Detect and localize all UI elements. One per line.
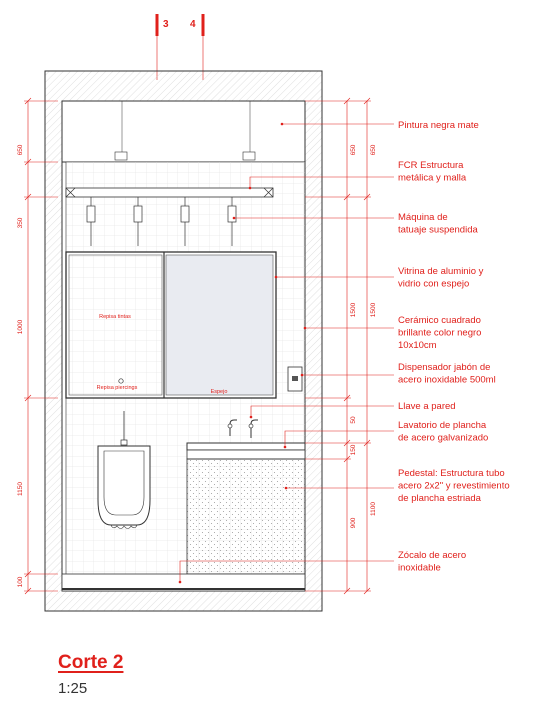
annotation-llave: Llave a pared xyxy=(398,401,456,412)
section-marker-3-label: 3 xyxy=(163,19,169,30)
annotation-ceramico: Cerámico cuadrado brillante color negro 10x10cm xyxy=(398,315,482,351)
dim-right-outer-2: 1500 xyxy=(370,302,377,318)
drawing-title: Corte 2 xyxy=(58,652,124,673)
dim-right-3: 50 xyxy=(350,416,357,424)
dim-right-1: 650 xyxy=(350,144,357,156)
annotation-fcr: FCR Estructura metálica y malla xyxy=(398,160,467,184)
dim-right-outer-3: 1100 xyxy=(370,502,377,516)
annotation-lavatorio: Lavatorio de plancha de acero galvanizado xyxy=(398,420,489,444)
shelf-piercings-label: Repisa piercings xyxy=(96,385,138,391)
right-dimension-labels xyxy=(350,144,377,528)
dim-right-outer-1: 650 xyxy=(370,144,377,156)
section-marker-4 xyxy=(190,14,205,80)
dim-right-2: 1500 xyxy=(350,302,357,318)
dim-right-5: 900 xyxy=(350,517,357,529)
ceiling-light-right xyxy=(243,152,255,160)
display-cabinet xyxy=(66,252,276,398)
left-dimension-labels xyxy=(17,144,24,587)
annotation-dispensador: Dispensador jabón de acero inoxidable 500ml xyxy=(398,362,496,386)
shelf-inks-label: Repisa tintas xyxy=(99,314,131,320)
section-marker-3 xyxy=(156,14,170,80)
annotation-pintura: Pintura negra mate xyxy=(398,120,479,131)
floor-plinth xyxy=(62,574,305,591)
annotation-vitrina: Vitrina de aluminio y vidrio con espejo xyxy=(398,266,484,290)
annotation-zocalo: Zócalo de acero inoxidable xyxy=(398,550,467,574)
annotation-pedestal: Pedestal: Estructura tubo acero 2x2" y revestimiento de plancha estriada xyxy=(398,468,510,504)
dim-left-3: 1000 xyxy=(17,319,24,335)
title-block xyxy=(58,652,123,698)
dim-left-4: 1150 xyxy=(17,482,24,496)
mirror-panel xyxy=(166,255,273,395)
sink-pedestal xyxy=(187,443,305,574)
section-marker-4-label: 4 xyxy=(190,19,196,30)
ceiling-light-left xyxy=(115,152,127,160)
dim-left-1: 650 xyxy=(17,144,24,156)
dim-left-5: 100 xyxy=(17,576,24,588)
mirror-label: Espejo xyxy=(210,389,228,395)
dim-right-4: 150 xyxy=(350,444,357,456)
drawing-scale: 1:25 xyxy=(58,680,88,697)
annotations xyxy=(398,120,512,574)
dim-left-2: 350 xyxy=(17,217,24,229)
annotation-maquina: Máquina de tatuaje suspendida xyxy=(398,212,478,236)
soap-dispenser xyxy=(288,367,302,391)
fcr-structure xyxy=(66,188,273,197)
